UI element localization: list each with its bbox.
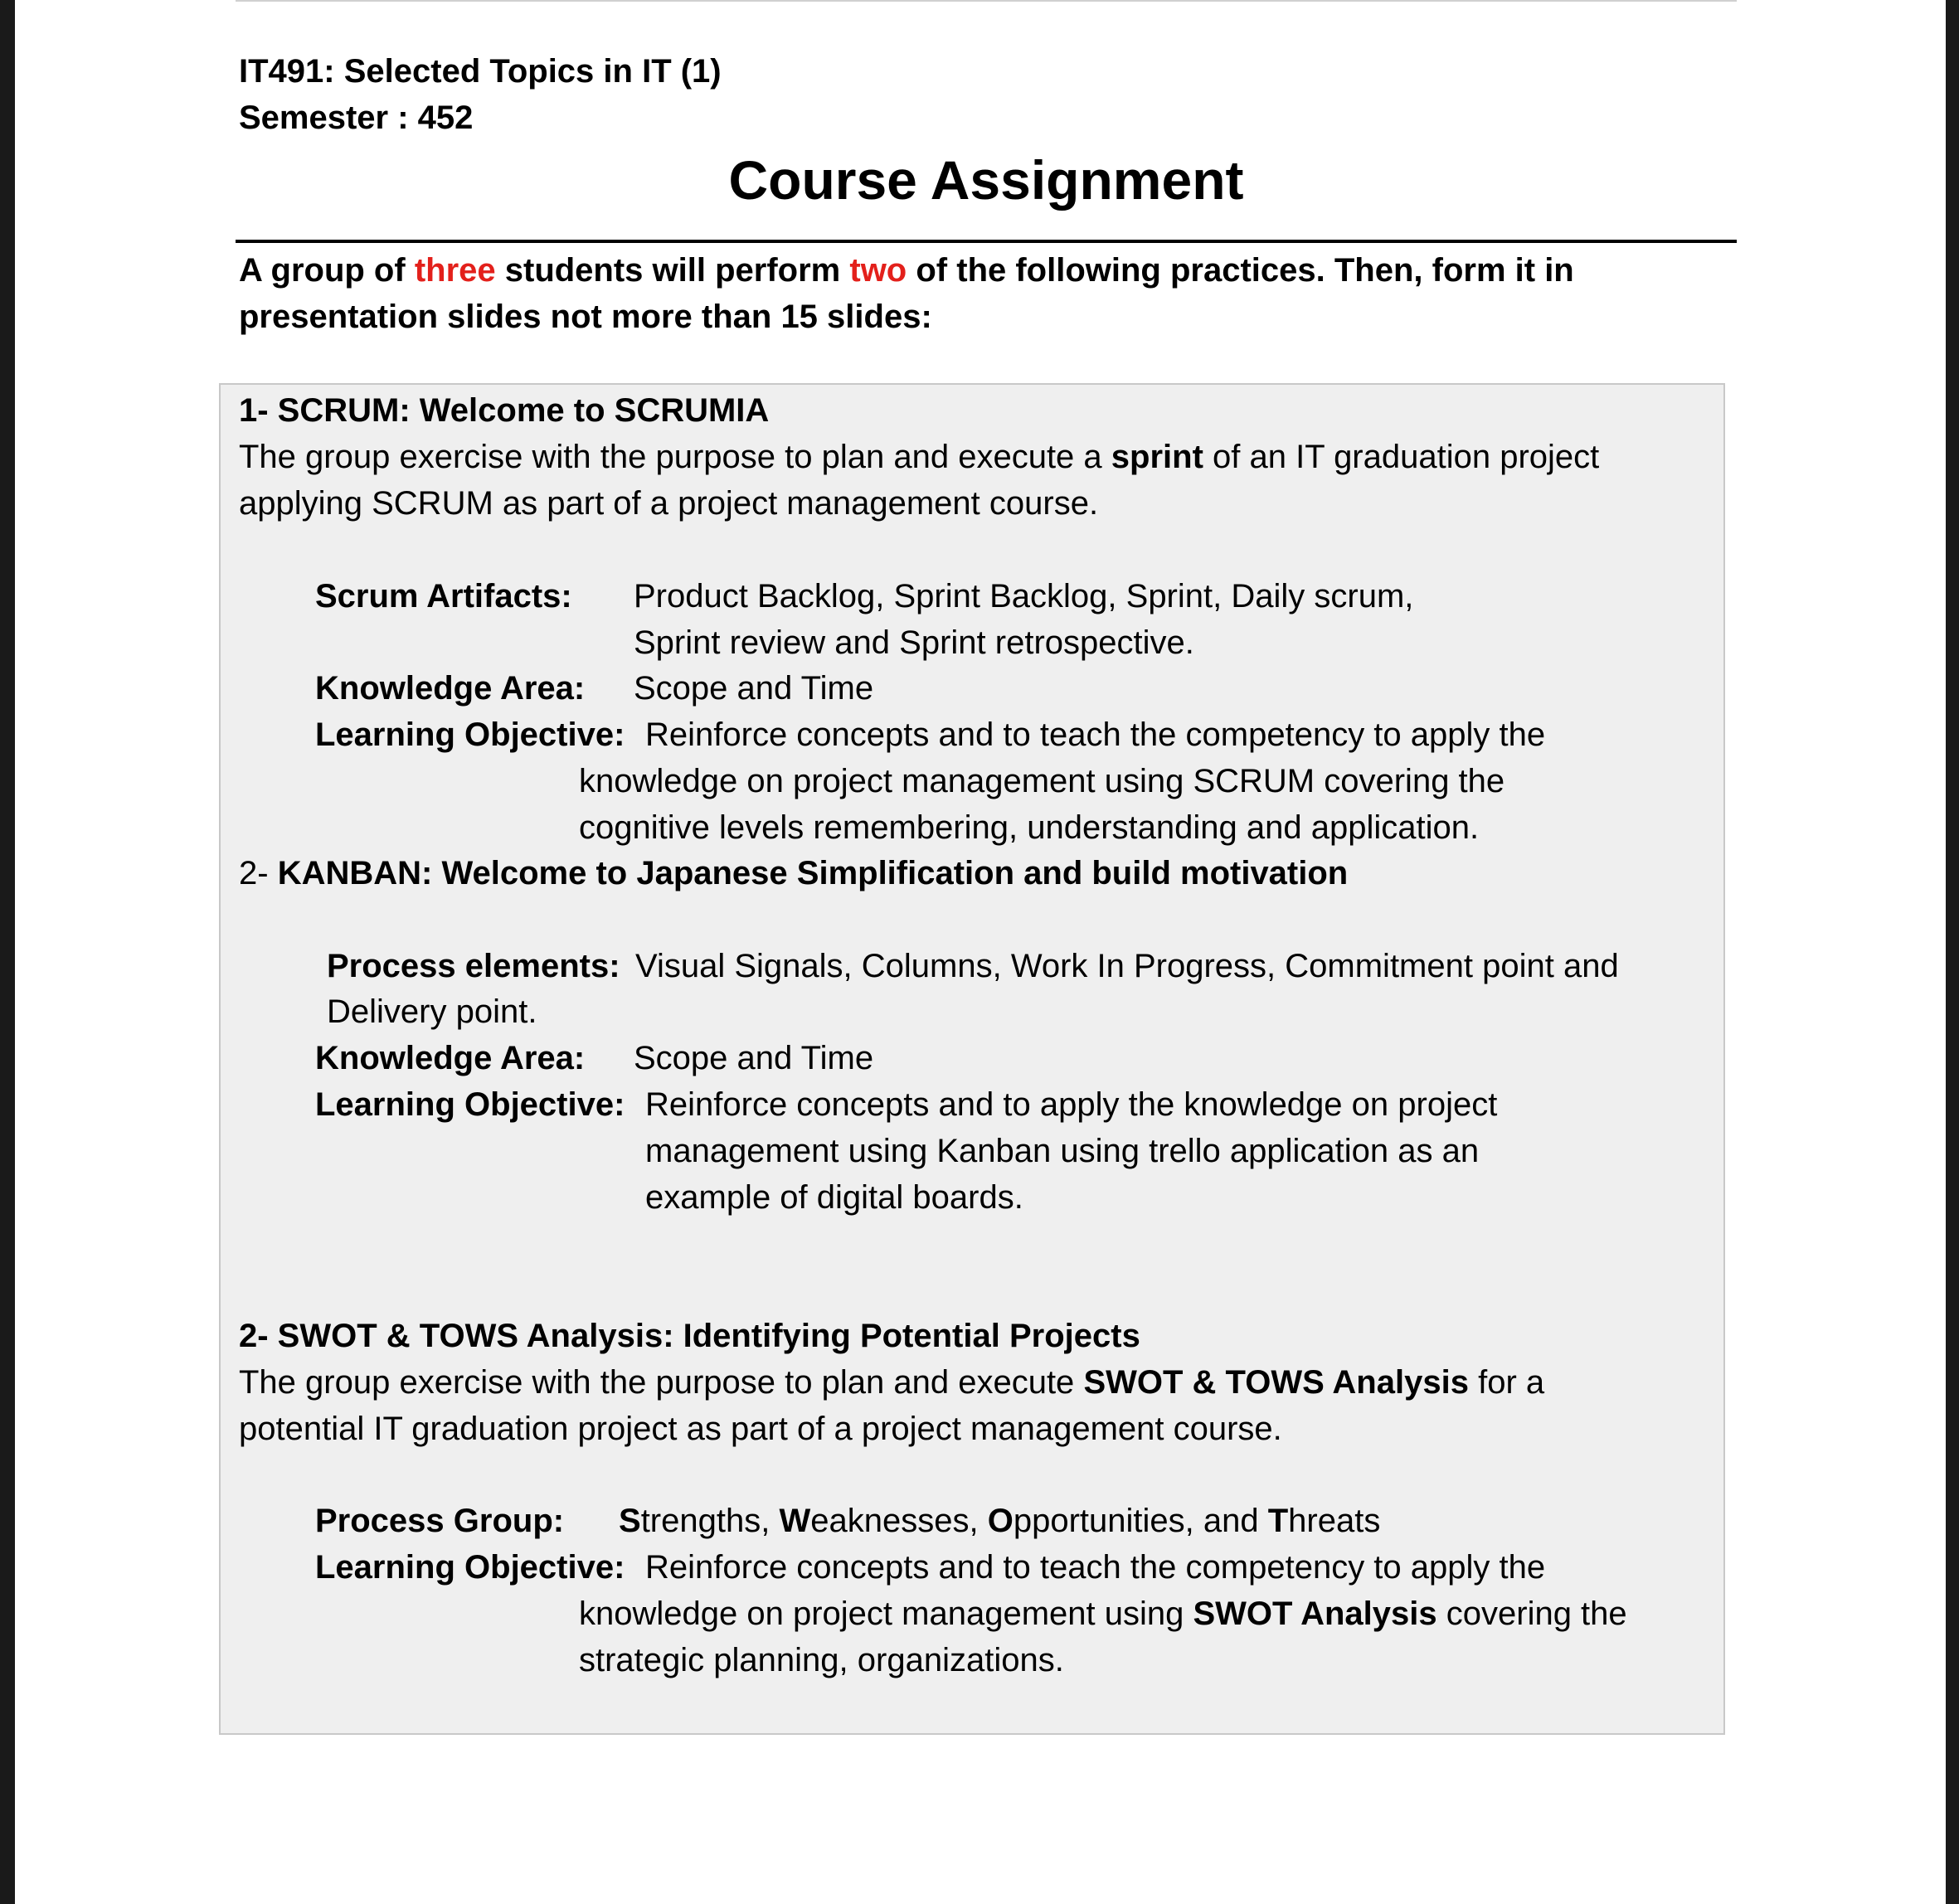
intro-text-1: A group of	[239, 252, 406, 289]
kanban-process-label: Process elements:	[327, 948, 620, 984]
page-title: Course Assignment	[728, 149, 1244, 211]
title-divider	[236, 240, 1737, 243]
scrum-knowledge-value: Scope and Time	[634, 670, 874, 707]
kanban-objective-label: Learning Objective:	[315, 1086, 625, 1123]
swot-desc-post: for a	[1478, 1364, 1545, 1401]
swot-s-letter: S	[619, 1503, 641, 1539]
scrum-desc-bold: sprint	[1111, 439, 1203, 475]
scrum-knowledge-label: Knowledge Area:	[315, 670, 586, 707]
scrum-heading: 1- SCRUM: Welcome to SCRUMIA	[239, 392, 770, 429]
highlight-two: two	[849, 252, 907, 289]
scrum-description-line2: applying SCRUM as part of a project management course.	[239, 485, 1099, 522]
highlight-three: three	[414, 252, 496, 289]
swot-objective-line2-post: covering the	[1446, 1596, 1627, 1632]
scrum-objective-line3: cognitive levels remembering, understanding and application.	[579, 809, 1480, 846]
kanban-objective-line3: example of digital boards.	[645, 1179, 1023, 1216]
kanban-heading	[239, 850, 1348, 896]
swot-objective-label: Learning Objective:	[315, 1549, 625, 1586]
kanban-knowledge-label: Knowledge Area:	[315, 1040, 586, 1076]
swot-objective-line1: Reinforce concepts and to teach the competency to apply the	[645, 1549, 1546, 1586]
kanban-objective-line1: Reinforce concepts and to apply the knowledge on project	[645, 1086, 1498, 1123]
kanban-heading-title: KANBAN: Welcome to Japanese Simplification and build motivation	[277, 855, 1349, 891]
scrum-desc-pre: The group exercise with the purpose to plan and execute a	[239, 439, 1102, 475]
swot-description-line2: potential IT graduation project as part of a project management course.	[239, 1411, 1282, 1447]
swot-objective-line2-bold: SWOT Analysis	[1193, 1596, 1437, 1632]
scrum-artifacts-label: Scrum Artifacts:	[315, 578, 572, 614]
swot-o-letter: O	[987, 1503, 1014, 1539]
intro-text-2: students will perform	[504, 252, 841, 289]
swot-process-label: Process Group:	[315, 1503, 565, 1539]
scrum-objective-line1: Reinforce concepts and to teach the competency to apply the	[645, 716, 1546, 753]
kanban-process-value: Visual Signals, Columns, Work In Progress, Commitment point and	[635, 948, 1619, 984]
swot-w-rest: eaknesses,	[810, 1503, 979, 1539]
scrum-desc-post: of an IT graduation project	[1213, 439, 1600, 475]
swot-o-rest: pportunities, and	[1013, 1503, 1259, 1539]
document-page	[15, 0, 1946, 1904]
top-page-rule	[236, 0, 1737, 2]
kanban-process-value-line2: Delivery point.	[327, 993, 537, 1030]
scrum-artifacts-value-line2: Sprint review and Sprint retrospective.	[634, 624, 1194, 661]
kanban-knowledge-value: Scope and Time	[634, 1040, 874, 1076]
swot-description	[239, 1359, 1544, 1406]
swot-heading: 2- SWOT & TOWS Analysis: Identifying Potential Projects	[239, 1318, 1140, 1354]
semester-label: Semester : 452	[239, 100, 474, 136]
intro-text-4: presentation slides not more than 15 slides:	[239, 299, 932, 335]
assignment-intro	[239, 247, 1732, 340]
kanban-heading-number: 2-	[239, 855, 269, 891]
scrum-artifacts-value: Product Backlog, Sprint Backlog, Sprint, Daily scrum,	[634, 578, 1414, 614]
swot-objective-line3: strategic planning, organizations.	[579, 1642, 1064, 1678]
swot-desc-bold: SWOT & TOWS Analysis	[1083, 1364, 1469, 1401]
scrum-objective-label: Learning Objective:	[315, 716, 625, 753]
swot-t-letter: T	[1267, 1503, 1289, 1539]
kanban-objective-line2: management using Kanban using trello application as an	[645, 1133, 1480, 1169]
scrum-objective-line2: knowledge on project management using SCRUM covering the	[579, 763, 1505, 799]
course-code: IT491: Selected Topics in IT (1)	[239, 53, 722, 90]
practices-box	[219, 383, 1725, 1735]
swot-objective-line2	[579, 1591, 1627, 1637]
swot-process-value	[619, 1498, 1380, 1544]
swot-t-rest: hreats	[1288, 1503, 1381, 1539]
swot-s-rest: trengths,	[640, 1503, 770, 1539]
intro-text-3: of the following practices. Then, form it in	[916, 252, 1574, 289]
scrum-description	[239, 434, 1599, 480]
swot-objective-line2-pre: knowledge on project management using	[579, 1596, 1184, 1632]
swot-w-letter: W	[779, 1503, 811, 1539]
swot-desc-pre: The group exercise with the purpose to plan and execute	[239, 1364, 1075, 1401]
